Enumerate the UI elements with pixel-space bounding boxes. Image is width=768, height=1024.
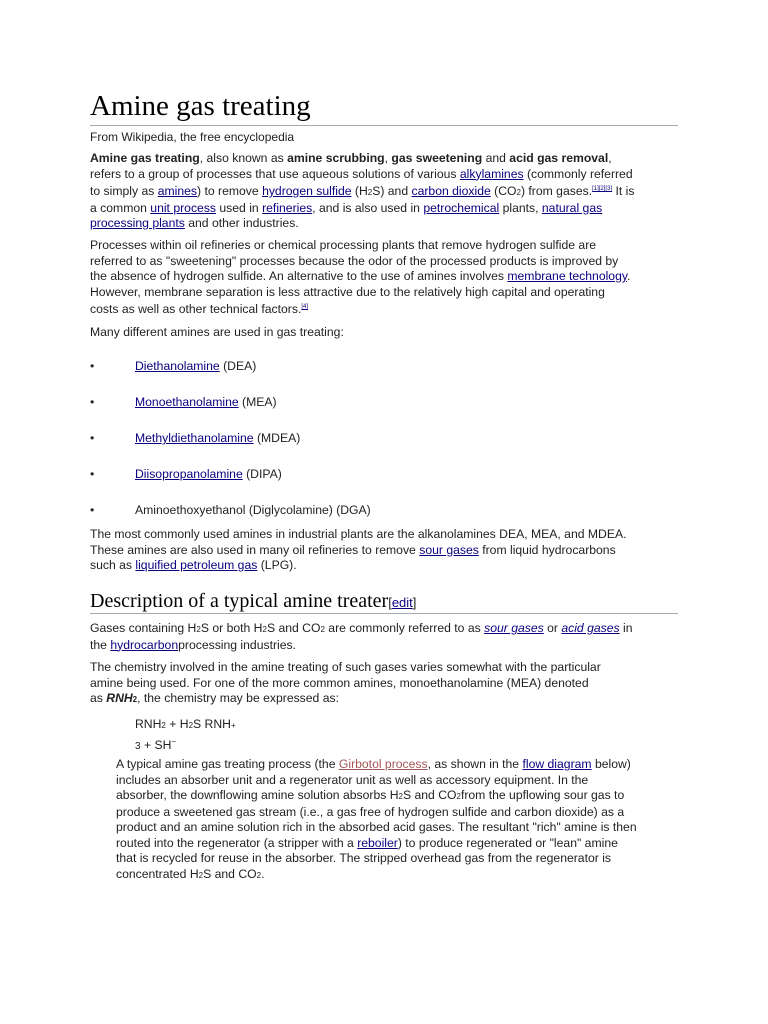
intro-paragraph: Amine gas treating, also known as amine scrubbing, gas sweetening and acid gas removal, refers to a group of processes that use aqueous solutions of various alkylamines (commonly referred to simply as amines) to remove hydrogen sulfide (H2S) and carbon dioxide (CO2) from gases.[1][2][3] It is a common unit process used in refineries, and is also used in petrochemical plants, natural gas processing plants and other industries. [90,151,635,231]
bullet-icon: • [90,395,95,409]
amines-intro-paragraph: Many different amines are used in gas treating: [90,325,344,339]
bullet-icon: • [90,467,95,481]
page-title: Amine gas treating [90,90,311,122]
link-acid-gases[interactable]: acid gases [561,621,620,635]
chemical-equation-line-1: RNH2 + H2S RNH+ [135,717,236,731]
link-diisopropanolamine[interactable]: Diisopropanolamine [135,467,243,481]
process-paragraph: A typical amine gas treating process (the Girbotol process, as shown in the flow diagram below) includes an absorber unit and a regenerator unit as well as accessory equipment. In the absorber, the downflowing amine solution absorbs H2S and CO2from the upflowing sour gas to produce a sweetened gas stream (i.e., a gas free of hydrogen sulfide and carbon dioxide) as a product and an amine solution rich in the absorbed acid gases. The resultant "rich" amine is then routed into the regenerator (a stripper with a reboiler) to produce regenerated or "lean" amine that is recycled for reuse in the absorber. The stripped overhead gas from the regenerator is concentrated H2S and CO2. [116,757,637,881]
section-heading: Description of a typical amine treater[edit] [90,590,417,612]
bold-term: acid gas removal [509,151,609,165]
tagline: From Wikipedia, the free encyclopedia [90,130,295,144]
common-amines-paragraph: The most commonly used amines in industrial plants are the alkanolamines DEA, MEA, and MDEA. These amines are also used in many oil refineries to remove sour gases from liquid hydrocarbons such as liquified petroleum gas (LPG). [90,527,627,572]
citation-link[interactable]: [4] [301,304,309,310]
link-monoethanolamine[interactable]: Monoethanolamine [135,395,239,409]
sour-gases-paragraph: Gases containing H2S or both H2S and CO2 are commonly referred to as sour gases or acid gases in the hydrocarbonprocessing industries. [90,621,633,652]
bullet-icon: • [90,503,95,517]
link-refineries[interactable]: refineries [262,200,313,215]
sweetening-paragraph: Processes within oil refineries or chemical processing plants that remove hydrogen sulfide are referred to as "sweetening" processes because the odor of the processed products is improved by the absence of hydrogen sulfide. An alternative to the use of amines involves membrane technology. However, membrane separation is less attractive due to the relatively high capital and operating costs as well as other technical factors.[4] [90,238,631,317]
link-membrane-technology[interactable]: membrane technology [507,269,628,283]
formula-term: RNH [106,691,133,705]
chemical-equation-line-2: 3 + SH− [135,737,177,753]
link-alkylamines[interactable]: alkylamines [459,166,524,181]
link-processing-plants[interactable]: processing plants [90,216,185,231]
link-amines[interactable]: amines [157,184,198,199]
link-petrochemical[interactable]: petrochemical [423,200,500,215]
link-natural-gas[interactable]: natural gas [541,200,603,215]
link-hydrogen-sulfide[interactable]: hydrogen sulfide [262,184,352,199]
bold-term: amine scrubbing [287,151,385,165]
link-reboiler[interactable]: reboiler [357,835,398,850]
article-page: Amine gas treating From Wikipedia, the free encyclopedia Amine gas treating, also known as amine scrubbing, gas sweetening and acid gas removal, refers to a group of processes that use aqueous solutions of various alkylamines (commonly referred to simply as amines) to remove hydrogen sulfide (H2S) and carbon dioxide (CO2) from gases.[1][2][3] It is a common unit process used in refineries, and is also used in petrochemical plants, natural gas processing plants and other industries. Processes within oil refineries or chemical processing plants that remove hydrogen sulfide are referred to as "sweetening" processes because the odor of the processed products is improved by the absence of hydrogen sulfide. An alternative to the use of amines involves membrane technology. However, membrane separation is less attractive due to the relatively high capital and operating costs as well as other technical factors.[4] Many different amines are used in gas treating: • Diethanolamine (DEA) • Monoethanolamine (MEA) • Methyldiethanolamine (MDEA) • Diisopropanolamine (DIPA) • Aminoethoxyethanol (Diglycolamine) (DGA) The most commonly used amines in industrial plants are the alkanolamines DEA, MEA, and MDEA. These amines are also used in many oil refineries to remove sour gases from liquid hydrocarbons such as liquified petroleum gas (LPG). Description of a typical amine treater[edit] Gases containing H2S or both H2S and CO2 are commonly referred to as sour gases or acid gases in the hydrocarbonprocessing industries. The chemistry involved in the amine treating of such gases varies somewhat with the particular amine being used. For one of the more common amines, monoethanolamine (MEA) denoted as RNH2, the chemistry may be expressed as: RNH2 + H2S RNH+ 3 + SH− A typical amine gas treating process (the Girbotol process, as shown in the flow diagram below) includes an absorber unit and a regenerator unit as well as accessory equipment. In the absorber, the downflowing amine solution absorbs H2S and CO2from the upflowing sour gas to produce a sweetened gas stream (i.e., a gas free of hydrogen sulfide and carbon dioxide) as a product and an amine solution rich in the absorbed acid gases. The resultant "rich" amine is then routed into the regenerator (a stripper with a reboiler) to produce regenerated or "lean" amine that is recycled for reuse in the absorber. The stripped overhead gas from the regenerator is concentrated H2S and CO2. [0,0,768,1024]
link-methyldiethanolamine[interactable]: Methyldiethanolamine [135,431,254,445]
link-sour-gases[interactable]: sour gases [419,542,479,557]
citation-link[interactable]: [1][2][3] [592,186,613,192]
bold-term: gas sweetening [391,151,483,165]
edit-section: [edit] [388,595,417,610]
bullet-icon: • [90,359,95,373]
link-liquified-petroleum-gas[interactable]: liquified petroleum gas [135,558,258,572]
link-sour-gases-italic[interactable]: sour gases [484,621,544,635]
link-unit-process[interactable]: unit process [150,200,217,215]
bullet-icon: • [90,431,95,445]
link-girbotol-process[interactable]: Girbotol process [338,757,428,771]
link-carbon-dioxide[interactable]: carbon dioxide [411,184,491,199]
bold-term: Amine gas treating [90,151,200,165]
link-flow-diagram[interactable]: flow diagram [522,757,592,771]
section-divider [90,613,678,614]
title-divider [90,125,678,126]
link-diethanolamine[interactable]: Diethanolamine [135,359,220,373]
link-hydrocarbon[interactable]: hydrocarbon [110,637,179,652]
chemistry-paragraph: The chemistry involved in the amine treating of such gases varies somewhat with the particular amine being used. For one of the more common amines, monoethanolamine (MEA) denoted as RNH2, the chemistry may be expressed as: [90,660,601,705]
edit-link[interactable]: edit [391,595,413,610]
